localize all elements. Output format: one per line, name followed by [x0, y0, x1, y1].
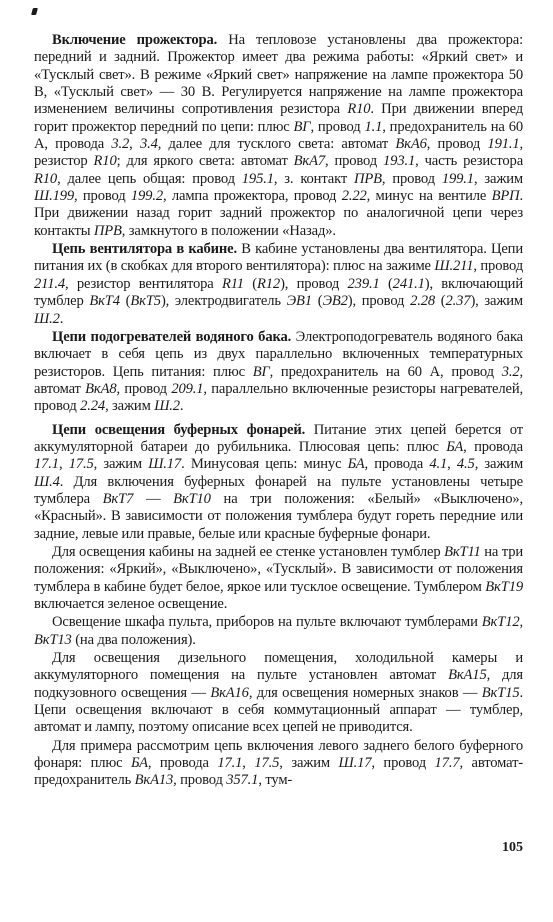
text-run: ,: [58, 456, 69, 473]
text-run: . При движении вперед горит прожектор передний по цепи: плюс: [34, 101, 524, 135]
designation: 17.1: [217, 755, 243, 772]
body-text: [34, 32, 523, 790]
text-run: , провод: [173, 772, 227, 789]
text-run: . Цепи освещения включают в себя коммутационный аппарат — тумблер, автомат и лампу, поэтому описание всех цепей не приводится.: [34, 684, 523, 736]
text-run: , провод: [371, 755, 435, 772]
designation: 195.1: [241, 170, 274, 187]
designation: 4.5: [456, 456, 475, 473]
designation: БА: [347, 456, 365, 473]
designation: ВкТ19: [485, 578, 523, 595]
designation: ВкТ7: [102, 490, 134, 507]
text-run: Освещение шкафа пульта, приборов на пульте включают тумблерами: [52, 614, 482, 631]
designation: 3.2: [501, 363, 520, 380]
designation: 2.37: [445, 293, 471, 310]
designation: 2.24: [80, 398, 106, 415]
designation: ПРВ: [353, 170, 382, 187]
text-run: , автомат-предохранитель: [34, 755, 524, 789]
text-run: ,: [519, 614, 523, 631]
paragraph: [34, 32, 523, 240]
text-run: Электроподогреватель водяного бака включает в себя цепь из двух параллельно включенных температурных резисторов. Цепь питания: плюс: [34, 328, 523, 380]
designation: 209.1: [171, 380, 204, 397]
text-run: ,: [447, 456, 457, 473]
text-run: ,: [129, 136, 140, 153]
paragraph: [34, 650, 523, 737]
text-run: , далее цепь общая: провод: [57, 170, 242, 187]
text-run: на три положения: «Яркий», «Выключено», «Тусклый». В зависимости от положения тумблера в кабине будет белое, яркое или тусклое освещение. Тумблером: [34, 543, 523, 595]
text-run: ), включающий тумблер: [34, 275, 523, 310]
designation: Ш.2: [34, 310, 60, 327]
text-run: . При движении назад горит задний прожектор по аналогичной цепи через контакты: [34, 188, 523, 239]
designation: ВРП: [491, 188, 520, 205]
designation: ВкА7: [293, 153, 326, 170]
text-run: , параллельно включенные резисторы нагревателей, провод: [34, 380, 523, 415]
text-run: ; для яркого света: автомат: [116, 153, 294, 170]
designation: 17.7: [434, 755, 460, 772]
text-run: , лампа прожектора, провод: [162, 188, 342, 205]
section-heading: Включение прожектора.: [52, 32, 218, 48]
designation: Ш.199: [34, 188, 75, 205]
designation: 199.1: [441, 170, 474, 187]
text-run: , провода: [147, 755, 218, 772]
section-heading: Цепь вентилятора в кабине.: [52, 241, 237, 258]
text-run: , провод: [426, 136, 488, 153]
text-run: , з. контакт: [273, 170, 354, 187]
text-run: , провод: [473, 258, 523, 275]
ink-mark: [31, 8, 38, 15]
designation: 2.28: [410, 293, 436, 310]
designation: ЭВ1: [286, 293, 312, 310]
text-run: , предохранитель на 60 А, провода: [34, 118, 523, 153]
text-run: , зажим: [105, 398, 155, 415]
designation: ЭВ2: [322, 293, 348, 310]
designation: Ш.17: [338, 755, 372, 772]
designation: ВкТ10: [173, 490, 211, 507]
designation: ВкТ5: [130, 293, 161, 310]
text-run: (: [379, 275, 393, 292]
designation: Ш.211: [434, 258, 474, 275]
designation: 239.1: [347, 275, 380, 292]
text-run: В кабине установлены два вентилятора. Цепи питания их (в скобках для второго вентилятора): плюс на зажиме: [34, 241, 523, 275]
text-run: , зажим: [473, 170, 523, 187]
text-run: , зажим: [279, 755, 339, 772]
text-run: (: [119, 293, 131, 310]
designation: 241.1: [392, 275, 425, 292]
text-run: , для подкузовного освещения —: [34, 667, 523, 701]
text-run: (: [311, 293, 323, 310]
text-run: , резистор вентилятора: [65, 275, 222, 292]
designation: ВкА13: [134, 772, 174, 789]
text-run: , резистор: [34, 136, 524, 170]
paragraph: [34, 329, 523, 416]
paragraph: [34, 241, 523, 328]
designation: 191.1: [487, 136, 520, 153]
designation: ВГ: [293, 118, 311, 135]
designation: БА: [131, 755, 148, 772]
text-run: , минус на вентиле: [366, 188, 492, 205]
designation: ВкА8: [85, 380, 117, 397]
text-run: ), провод: [347, 293, 411, 310]
text-run: (: [243, 275, 257, 292]
text-run: ), электродвигатель: [160, 293, 287, 310]
text-run: Питание этих цепей берется от аккумуляторной батареи до рубильника. Плюсовая цепь: плюс: [34, 421, 523, 455]
designation: ВкТ15: [481, 684, 520, 701]
text-run: ,: [242, 755, 255, 772]
text-run: ), зажим: [470, 293, 524, 310]
text-run: , зажим: [93, 456, 149, 473]
text-run: , провод: [310, 118, 365, 135]
designation: ВкА15: [448, 667, 487, 684]
designation: ПРВ: [93, 222, 122, 239]
designation: Ш.4: [34, 473, 60, 490]
text-run: на три положения: «Белый» «Выключено», «Красный». В зависимости от положения тумблера будут гореть передние или задние, левые или правые, белые или красные буферные фонари.: [34, 490, 523, 542]
paragraph: [34, 614, 523, 649]
text-run: , провод: [116, 380, 172, 397]
designation: БА: [446, 438, 464, 455]
designation: 17.5: [254, 755, 280, 772]
designation: Ш.17: [148, 456, 182, 473]
designation: 17.5: [68, 456, 94, 473]
text-run: .: [59, 310, 64, 327]
text-run: (на два положения).: [71, 631, 196, 648]
section-heading: Цепи освещения буферных фонарей.: [52, 421, 306, 438]
designation: R10: [34, 170, 58, 187]
text-run: . Для включения буферных фонарей на пульте установлены четыре тумблера: [34, 473, 523, 507]
designation: R12: [257, 275, 281, 292]
text-run: , замкнутого в положении «Назад».: [121, 222, 336, 239]
text-run: , провода: [463, 438, 523, 455]
designation: ВкТ12: [481, 614, 520, 631]
text-run: , провод: [74, 188, 131, 205]
text-run: , провода: [364, 456, 430, 473]
text-run: (: [435, 293, 446, 310]
text-run: , провод: [381, 170, 442, 187]
text-run: , тум-: [258, 772, 293, 789]
designation: ВкА16: [210, 684, 249, 701]
designation: ВкТ13: [34, 631, 72, 648]
designation: 17.1: [34, 456, 59, 473]
designation: 1.1: [364, 118, 383, 135]
designation: 211.4: [34, 275, 66, 292]
designation: 357.1: [226, 772, 259, 789]
designation: ВкА6: [395, 136, 427, 153]
page-number: 105: [502, 840, 523, 855]
designation: 4.1: [429, 456, 448, 473]
text-run: , предохранитель на 60 А, провод: [269, 363, 502, 380]
designation: ВкТ11: [444, 543, 481, 560]
designation: 3.2: [111, 136, 130, 153]
text-run: включается зеленое освещение.: [34, 596, 228, 612]
text-run: —: [133, 490, 174, 507]
text-run: Для освещения кабины на задней ее стенке установлен тумблер: [52, 543, 445, 560]
text-run: , автомат: [34, 363, 524, 397]
paragraph: [34, 738, 523, 790]
paragraph: [34, 422, 523, 543]
text-run: Для примера рассмотрим цепь включения левого заднего белого буферного фонаря: плюс: [34, 737, 523, 772]
designation: 2.22: [341, 188, 367, 205]
designation: 193.1: [383, 153, 416, 170]
designation: Ш.2: [154, 398, 180, 415]
text-run: На тепловозе установлены два прожектора: передний и задний. Прожектор имеет два режима работы: «Яркий свет» и «Тусклый свет». В режиме «Яркий свет» напряжение на лампе прожектора 50 В, «Тусклый свет» — 30 В. Регулируется напряжение на лампе прожектора изменением величины сопротивления резистора: [34, 32, 524, 118]
designation: 199.2: [130, 188, 163, 205]
designation: ВГ: [252, 363, 270, 380]
text-run: , для освещения номерных знаков —: [248, 684, 482, 701]
designation: 3.4: [139, 136, 158, 153]
designation: ВкТ4: [89, 293, 120, 310]
designation: R10: [347, 101, 371, 118]
text-run: .: [179, 398, 184, 415]
designation: R11: [221, 275, 244, 292]
text-run: , зажим: [474, 456, 524, 473]
text-run: , провод: [325, 153, 384, 170]
text-run: , часть резистора: [415, 153, 524, 170]
text-run: Для освещения дизельного помещения, холодильной камеры и аккумуляторного помещения на пульте установлен автомат: [34, 650, 523, 684]
section-heading: Цепи подогревателей водяного бака.: [52, 328, 292, 345]
text-run: ), провод: [280, 275, 348, 292]
designation: R10: [93, 153, 117, 170]
paragraph: [34, 544, 523, 613]
text-run: , далее для тусклого света: автомат: [157, 136, 396, 153]
text-run: . Минусовая цепь: минус: [181, 456, 348, 473]
